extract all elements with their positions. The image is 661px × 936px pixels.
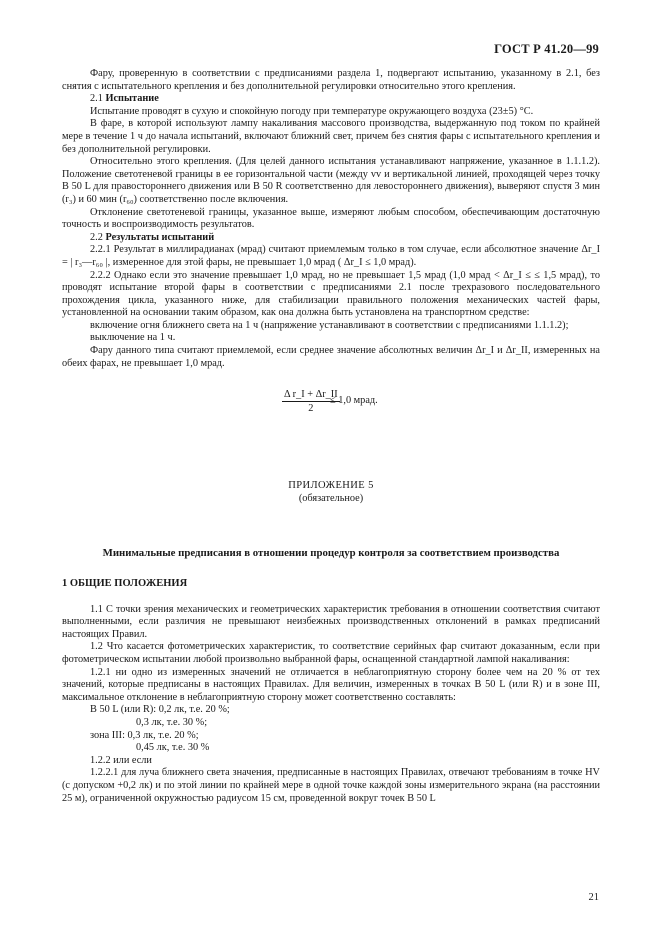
section-heading: 1 ОБЩИЕ ПОЛОЖЕНИЯ: [62, 578, 188, 590]
formula-inequality: ≤ 1,0 мрад.: [330, 395, 378, 407]
paragraph-switch-off: выключение на 1 ч.: [90, 332, 176, 344]
value-zone3-alt: 0,45 лк, т.е. 30 %: [136, 742, 210, 754]
paragraph-intro: Фару, проверенную в соответствии с предписаниями раздела 1, подвергают испытанию, указанному в 2.1, без снятия с испытательного крепления и без дополнительной регулировки относительно этого крепления.: [62, 68, 600, 92]
heading-2-2: 2.2 Результаты испытаний: [90, 231, 215, 243]
average-formula: [282, 388, 600, 418]
paragraph-2-2-2: 2.2.2 Однако если это значение превышает 1,0 мрад, но не превышает 1,5 мрад (1,0 мрад < Δr_I ≤ ≤ 1,5 мрад), то проводят испытание второй фары в соответствии с предписаниями 2.1 после трехразового последовательного прохождения цикла, указанного ниже, для стабилизации правильного положения механических частей фары, установленной на основании таким образом, как она должна быть установлена на транспортном средстве:: [62, 269, 600, 319]
value-b50l-alt: 0,3 лк, т.е. 30 %;: [136, 716, 208, 728]
paragraph-1-2-1: 1.2.1 ни одно из измеренных значений не отличается в неблагоприятную сторону более чем на 20 % от тех значений, которые предписаны в настоящих Правилах. Для величин, измеренных в точках B 50 L (или R) и в зоне III, максимальное отклонение в неблагоприятную сторону может соответственно составлять:: [62, 666, 600, 703]
paragraph-switch-on: включение огня ближнего света на 1 ч (напряжение устанавливают в соответствии с предписаниями 1.1.1.2);: [90, 319, 569, 331]
paragraph-conditions: Испытание проводят в сухую и спокойную погоду при температуре окружающего воздуха (23±5) °С.: [90, 105, 534, 117]
appendix-title: ПРИЛОЖЕНИЕ 5: [288, 480, 374, 492]
paragraph-cutoff: Относительно этого крепления. (Для целей данного испытания устанавливают напряжение, указанное в 1.1.1.2). Положение светотеневой границы в ее горизонтальной части (между vv и вертикальной линией, проходящей через точку B 50 L для правостороннего движения или B 50 R соответственно для левостороннего движения), выверяют спустя 3 мин (r₃) и 60 мин (r₆₀) соответственно после включения.: [62, 156, 600, 205]
document-body: [62, 68, 600, 805]
paragraph-1-2-2: 1.2.2 или если: [90, 754, 152, 766]
paragraph-deviation: Отклонение светотеневой границы, указанное выше, измеряют любым способом, обеспечивающим достаточную точность и воспроизводимость результатов.: [62, 206, 600, 231]
appendix-subtitle: (обязательное): [298, 492, 364, 504]
document-header: ГОСТ Р 41.20—99: [494, 42, 599, 56]
paragraph-1-1: 1.1 С точки зрения механических и геометрических характеристик требования в отношении соответствия считают выполненными, если различия не превышают неизбежных производственных отклонений в рамках предписаний настоящих Правил.: [62, 603, 600, 640]
paragraph-lamp: В фаре, в которой используют лампу накаливания массового производства, выдержанную под током по крайней мере в течение 1 ч до начала испытаний, включают ближний свет, причем без снятия фары с испытательного крепления и без дополнительной регулировки.: [62, 118, 600, 155]
value-b50l: B 50 L (или R): 0,2 лк, т.е. 20 %;: [90, 704, 230, 716]
value-zone3: зона III: 0,3 лк, т.е. 20 %;: [90, 729, 199, 741]
page-number: 21: [588, 892, 599, 903]
appendix-main-title: Минимальные предписания в отношении процедур контроля за соответствием производства: [102, 547, 560, 560]
paragraph-2-2-1: 2.2.1 Результат в миллирадианах (мрад) считают приемлемым только в том случае, если абсолютное значение Δr_I = | r₃—r₆₀ |, измеренное для этой фары, не превышает 1,0 мрад ( Δr_I ≤ 1,0 мрад).: [62, 244, 600, 268]
paragraph-1-2: 1.2 Что касается фотометрических характеристик, то соответствие серийных фар считают доказанным, если при фотометрическом испытании любой произвольно выбранной фары, оснащенной стандартной лампой накаливания:: [62, 641, 600, 665]
paragraph-1-2-2-1: 1.2.2.1 для луча ближнего света значения, предписанные в настоящих Правилах, отвечают требованиям в точке HV (с допуском +0,2 лк) и по этой линии по крайней мере в одной точке каждой зоны измерительного экрана (на расстоянии 25 м), ограниченной окружностью радиусом 15 см, проведенной вокруг точек B 50 L: [62, 767, 600, 804]
formula-denominator: 2: [308, 403, 314, 415]
paragraph-acceptance: Фару данного типа считают приемлемой, если среднее значение абсолютных величин Δr_I и Δr_II, измеренных на обеих фарах, не превышает 1,0 мрад.: [62, 345, 600, 369]
formula-numerator: Δ r_I + Δr_II: [284, 389, 338, 401]
heading-2-1: 2.1 Испытание: [90, 93, 159, 105]
